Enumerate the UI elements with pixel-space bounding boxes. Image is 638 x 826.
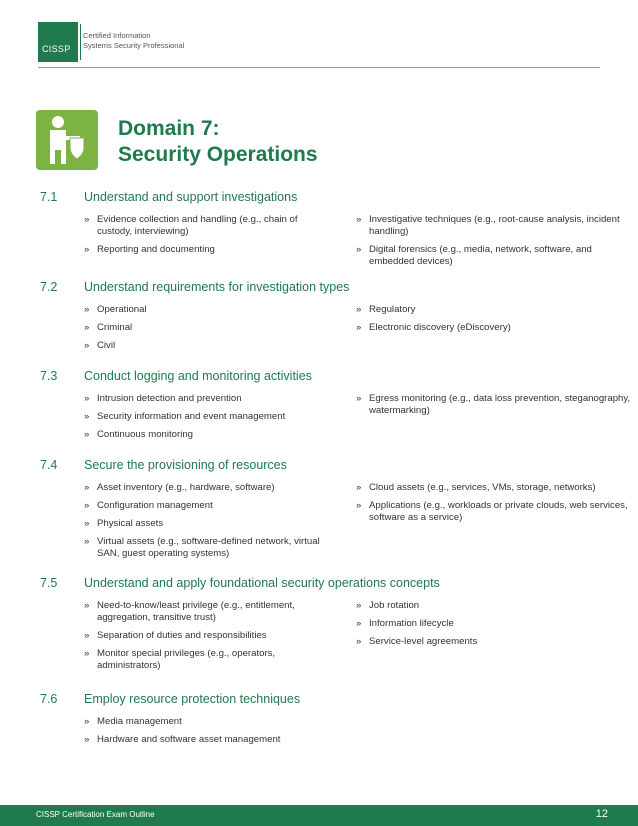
list-item [84, 340, 329, 352]
bullet-icon: » [84, 518, 90, 529]
bullet-icon: » [356, 636, 362, 647]
list-item-text: Information lifecycle [369, 618, 454, 629]
right-column [356, 393, 632, 423]
list-item [84, 716, 329, 728]
section-title: Secure the provisioning of resources [84, 458, 287, 472]
bullet-icon: » [84, 716, 90, 727]
list-item-text: Continuous monitoring [97, 429, 193, 440]
list-item [84, 214, 329, 238]
list-item-text: Criminal [97, 322, 133, 333]
list-item [84, 393, 329, 405]
list-item-text: Evidence collection and handling (e.g., chain of custody, interviewing) [97, 214, 298, 237]
logo-divider [80, 24, 81, 60]
section-heading [40, 280, 630, 298]
list-item-text: Job rotation [369, 600, 420, 611]
list-item [356, 214, 632, 238]
list-item-text: Regulatory [369, 304, 416, 315]
bullet-icon: » [84, 411, 90, 422]
list-item [356, 636, 632, 648]
list-item-text: Egress monitoring (e.g., data loss prevention, steganography, watermarking) [369, 393, 631, 416]
list-item [84, 734, 329, 746]
list-item-text: Electronic discovery (eDiscovery) [369, 322, 511, 333]
left-column [84, 393, 329, 447]
bullet-icon: » [356, 482, 362, 493]
bullet-icon: » [84, 429, 90, 440]
list-item [84, 411, 329, 423]
list-item-text: Intrusion detection and prevention [97, 393, 242, 404]
bullet-icon: » [84, 304, 90, 315]
list-item [356, 500, 632, 524]
list-item [84, 482, 329, 494]
list-item [84, 630, 329, 642]
section-title: Understand and apply foundational security operations concepts [84, 576, 440, 590]
list-item [84, 536, 329, 560]
list-item-text: Applications (e.g., workloads or private clouds, web services, software as a service) [369, 500, 628, 523]
list-item [356, 482, 632, 494]
bullet-icon: » [356, 600, 362, 611]
section-number: 7.5 [40, 576, 58, 590]
list-item [84, 518, 329, 530]
footer-title: CISSP Certification Exam Outline [36, 810, 155, 819]
list-item [84, 648, 329, 672]
section-number: 7.1 [40, 190, 58, 204]
security-guard-shield-icon [36, 110, 98, 170]
list-item [84, 244, 329, 256]
logo-line-1: Certified Information [83, 31, 151, 40]
section [40, 190, 630, 267]
logo-description [83, 31, 184, 51]
bullet-icon: » [84, 630, 90, 641]
list-item-text: Investigative techniques (e.g., root-cause analysis, incident handling) [369, 214, 620, 237]
list-item-text: Digital forensics (e.g., media, network, software, and embedded devices) [369, 244, 592, 267]
list-item-text: Hardware and software asset management [97, 734, 281, 745]
list-item [356, 393, 632, 417]
domain-title [118, 116, 318, 168]
bullet-icon: » [356, 322, 362, 333]
list-item [84, 322, 329, 334]
section-title: Employ resource protection techniques [84, 692, 301, 706]
bullet-icon: » [356, 618, 362, 629]
bullet-icon: » [84, 393, 90, 404]
left-column [84, 304, 329, 358]
list-item-text: Operational [97, 304, 147, 315]
list-item-text: Separation of duties and responsibilities [97, 630, 267, 641]
list-item [356, 322, 632, 334]
section [40, 369, 631, 440]
bullet-icon: » [84, 244, 90, 255]
bullet-icon: » [84, 340, 90, 351]
list-item [356, 244, 632, 268]
list-item [84, 304, 329, 316]
list-item [84, 500, 329, 512]
right-column [356, 304, 632, 340]
bullet-icon: » [84, 648, 90, 659]
left-column [84, 214, 329, 262]
bullet-icon: » [356, 393, 362, 404]
section-title: Understand requirements for investigation types [84, 280, 350, 294]
page-number: 12 [595, 808, 608, 820]
list-item-text: Cloud assets (e.g., services, VMs, storage, networks) [369, 482, 596, 493]
footer [0, 805, 638, 826]
section-number: 7.3 [40, 369, 58, 383]
list-item-text: Asset inventory (e.g., hardware, software) [97, 482, 275, 493]
cissp-logo [38, 22, 78, 62]
left-column [84, 716, 329, 752]
section-title: Understand and support investigations [84, 190, 298, 204]
bullet-icon: » [356, 500, 362, 511]
list-item-text: Need-to-know/least privilege (e.g., entitlement, aggregation, transitive trust) [97, 600, 295, 623]
logo-text: CISSP [42, 44, 71, 54]
list-item-text: Physical assets [97, 518, 164, 529]
bullet-icon: » [84, 214, 90, 225]
list-item-text: Civil [97, 340, 116, 351]
section [40, 458, 630, 559]
bullet-icon: » [356, 304, 362, 315]
section-heading [40, 369, 630, 387]
bullet-icon: » [84, 500, 90, 511]
list-item-text: Configuration management [97, 500, 213, 511]
section-heading [40, 576, 630, 594]
logo-line-2: Systems Security Professional [83, 41, 185, 50]
section [40, 692, 630, 745]
list-item-text: Virtual assets (e.g., software-defined network, virtual SAN, guest operating systems) [97, 536, 320, 559]
list-item-text: Monitor special privileges (e.g., operators, administrators) [97, 648, 276, 671]
list-item-text: Media management [97, 716, 182, 727]
list-item [356, 600, 632, 612]
bullet-icon: » [84, 322, 90, 333]
right-column [356, 600, 632, 654]
section-heading [40, 190, 630, 208]
bullet-icon: » [356, 244, 362, 255]
header-rule [38, 67, 600, 68]
right-column [356, 214, 632, 274]
right-column [356, 482, 632, 530]
section-number: 7.4 [40, 458, 58, 472]
list-item-text: Reporting and documenting [97, 244, 215, 255]
section-title: Conduct logging and monitoring activities [84, 369, 312, 383]
section [40, 576, 630, 671]
section-number: 7.6 [40, 692, 58, 706]
bullet-icon: » [356, 214, 362, 225]
domain-name: Security Operations [118, 143, 318, 166]
left-column [84, 482, 329, 566]
section-number: 7.2 [40, 280, 58, 294]
bullet-icon: » [84, 536, 90, 547]
list-item [84, 600, 329, 624]
list-item [356, 618, 632, 630]
bullet-icon: » [84, 482, 90, 493]
section-heading [40, 692, 630, 710]
list-item-text: Security information and event management [97, 411, 286, 422]
section-heading [40, 458, 630, 476]
left-column [84, 600, 329, 678]
bullet-icon: » [84, 600, 90, 611]
list-item [84, 429, 329, 441]
list-item [356, 304, 632, 316]
list-item-text: Service-level agreements [369, 636, 478, 647]
bullet-icon: » [84, 734, 90, 745]
section [40, 280, 630, 351]
domain-number: Domain 7: [118, 117, 220, 140]
